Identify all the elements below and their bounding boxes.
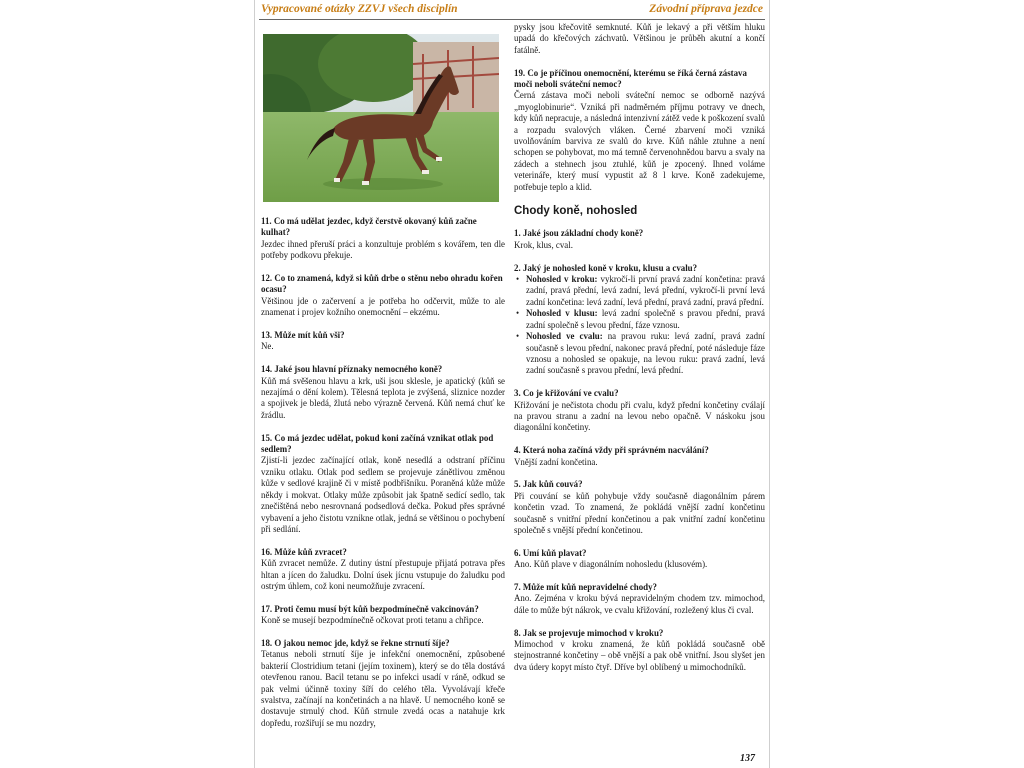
right-column: [514, 22, 765, 685]
question: 6. Umí kůň plavat?: [514, 547, 587, 558]
question: 14. Jaké jsou hlavní příznaky nemocného koně?: [261, 364, 443, 375]
answer: Jezdec ihned přeruší práci a konzultuje problém s kovářem, ten dle potřeby podkovu překuje.: [261, 238, 505, 261]
qa-item: [261, 433, 505, 536]
qa-item: [261, 604, 505, 627]
bullet-item: [526, 274, 765, 308]
horse-photo: [263, 34, 499, 202]
answer: Kůň zvracet nemůže. Z dutiny ústní přestupuje přijatá potrava přes hltan a jícen do žaludku. Dolní úsek jícnu vstupuje do žaludku pod ostrým úhlem, což koni neumožňuje zvracení.: [261, 558, 505, 591]
page-number: 137: [740, 753, 755, 764]
bullet-text: na pravou ruku: levá zadní, pravá zadní současně s levou přední, nakonec pravá přední, poté následuje fáze vznosu a nohosled se opakuje, na levou ruku: pravá zadní, levá zadní současně s pravou přední, levá přední.: [526, 331, 766, 376]
answer: Krok, klus, cval.: [514, 239, 573, 250]
question: 12. Co to znamená, když si kůň drbe o stěnu nebo ohradu kořen ocasu?: [261, 273, 503, 295]
answer: Ano. Zejména v kroku bývá nepravidelným chodem tzv. mimochod, dále to může být nákrok, ve cvalu křižování, rozležený klus či cval.: [514, 593, 765, 615]
answer: Zjistí-li jezdec začínající otlak, koně nesedlá a odstraní příčinu vzniku otlaku. Otlak pod sedlem se projevuje zánětlivou změnou kůže v sedlové krajině či v místě podbřišníku. Poraněná kůže může někdy i mokvat. Otlaky může způsobit jak špatně sedící sedlo, tak znečištěná nebo nesrovnaná podsedlová dečka. Pokud přes správné vybavení a jeho čistotu vznikne otlak, jedná se většinou o pochybení při sedlání.: [261, 455, 505, 534]
question: 8. Jak se projevuje mimochod v kroku?: [514, 627, 664, 638]
answer: Ano. Kůň plave v diagonálním nohosledu (klusovém).: [514, 559, 708, 570]
bullet-item: [526, 308, 765, 331]
qa-item: [514, 68, 765, 193]
bullet-item: [526, 331, 765, 377]
question: 18. O jakou nemoc jde, když se řekne strnutí šíje?: [261, 637, 450, 648]
qa-item: [514, 628, 765, 674]
qa-item: [261, 547, 505, 593]
question: 3. Co je křižování ve cvalu?: [514, 388, 619, 399]
bullet-text: levá zadní společně s pravou přední, pravá zadní společně s levou přední, fáze vznosu.: [526, 308, 765, 330]
question: 1. Jaké jsou základní chody koně?: [514, 228, 644, 239]
horse-photo-image: [263, 34, 499, 202]
question: 11. Co má udělat jezdec, když čerstvě okovaný kůň začne kulhat?: [261, 216, 477, 238]
bullet-term: Nohosled ve cvalu:: [526, 331, 603, 342]
section-heading: Chody koně, nohosled: [514, 205, 638, 218]
header-right-title: Závodní příprava jezdce: [649, 3, 763, 15]
bullet-term: Nohosled v klusu:: [526, 308, 598, 319]
qa-item: [514, 263, 765, 377]
answer: Při couvání se kůň pohybuje vždy současně diagonálním párem končetin vzad. To znamená, že pokládá vnější zadní končetinu současně s vnitřní přední končetinou a pak vnitřní zadní končetinu společně s vnější přední končetinou.: [514, 490, 765, 535]
qa-item: [514, 479, 765, 536]
question: 7. Může mít kůň nepravidelné chody?: [514, 581, 657, 592]
question: 2. Jaký je nohosled koně v kroku, klusu a cvalu?: [514, 262, 698, 273]
question: 4. Která noha začíná vždy při správném nacválání?: [514, 445, 709, 456]
qa-item: [261, 364, 505, 421]
answer: Tetanus neboli strnutí šíje je infekční onemocnění, způsobené bakterií Clostridium tetani (jejím toxinem), který se do těla dostává otevřenou ranou. Bacil tetanu se po infekci usadí v ráně, odkud se pak velmi účinně toxiny šíří do celého těla. Vyvolávají křeče svalstva, začínají na končetinách a na hlavě. U nemocného koně se dostavuje strnulý chod. Kůň strnule zvedá ocas a natahuje krk dopředu, rozšiřují se mu nozdry,: [261, 649, 505, 728]
bullet-term: Nohosled v kroku:: [526, 274, 598, 285]
qa-item: [261, 216, 505, 262]
question: 5. Jak kůň couvá?: [514, 479, 583, 490]
qa-item: [514, 388, 765, 434]
question: 16. Může kůň zvracet?: [261, 546, 347, 557]
continued-text: [514, 22, 765, 56]
answer: Většinou jde o začervení a je potřeba ho odčervit, může to ale znamenat i projev kožního onemocnění – ekzému.: [261, 295, 505, 318]
question: 13. Může mít kůň vši?: [261, 330, 345, 341]
left-column: [261, 216, 505, 741]
qa-item: [261, 638, 505, 729]
qa-item: [514, 445, 765, 468]
answer: Ne.: [261, 341, 274, 352]
qa-item: [514, 582, 765, 616]
answer: Kůň má svěšenou hlavu a krk, uši jsou sklesle, je apatický (kůň se nezajímá o dění kolem). Tělesná teplota je zvýšená, sliznice nozder a spojivek je bledá, žlutá nebo výrazně červená. Kůň nemá chuť ke žrádlu.: [261, 375, 505, 420]
header-left-title: Vypracované otázky ZZVJ všech disciplín: [261, 3, 458, 15]
answer: Černá zástava moči neboli sváteční nemoc se odborně nazývá „myoglobinurie“. Vzniká při nadměrném příjmu potravy ve dnech, kdy kůň nepracuje, a následná intenzivní zátěž vede k poškození svalů a rozpadu svalových vláken. Černé zbarvení moči vzniká uvolňováním barviva ze svalů do krve. Kůň náhle ztuhne a není schopen se pohybovat, mo má temně červenohnědou barvu a svaly na zádech a stehnech jsou ztuhlé, kůň je zpocený. Ihned voláme veterináře, který musí vypustit až 8 l krve. Koně zadekujeme, potřebuje teplo a klid.: [514, 90, 765, 192]
question: 17. Proti čemu musí být kůň bezpodmínečně vakcinován?: [261, 603, 479, 614]
answer: Křižování je nečistota chodu při cvalu, když přední končetiny cválají na pravou stranu a zadní na levou nebo opačně. V náskoku jsou diagonální končetiny.: [514, 399, 765, 433]
bullet-text: vykročí-li první pravá zadní končetina: pravá zadní, pravá přední, levá zadní, levá přední, vykročí-li první levá zadní končetina: levá zadní, levá přední, pravá zadní, pravá přední.: [526, 274, 765, 307]
answer: Mimochod v kroku znamená, že kůň pokládá současně obě stejnostranné končetiny – obě vnější a pak obě vnitřní. Jsou slyšet jen dva údery kopyt místo čtyř. Dříve byl oblíbený u mimochodníků.: [514, 638, 765, 672]
question: 15. Co má jezdec udělat, pokud koni začíná vznikat otlak pod sedlem?: [261, 432, 494, 455]
running-header: [259, 2, 765, 20]
answer-continuation: pysky jsou křečovitě semknuté. Kůň je lekavý a při větším hluku upadá do křečových záchvatů. Většinou je průběh akutní a končí fatálně.: [514, 22, 765, 55]
gait-bullet-list: [514, 274, 765, 377]
qa-item: [261, 330, 505, 353]
answer: Koně se musejí bezpodmínečně očkovat proti tetanu a chřipce.: [261, 615, 484, 626]
qa-item: [514, 228, 765, 251]
document-page: [254, 0, 770, 768]
answer: Vnější zadní končetina.: [514, 456, 598, 467]
qa-item: [514, 548, 765, 571]
qa-item: [261, 273, 505, 319]
question: 19. Co je příčinou onemocnění, kterému se říká černá zástava moči neboli sváteční nemoc?: [514, 67, 747, 90]
